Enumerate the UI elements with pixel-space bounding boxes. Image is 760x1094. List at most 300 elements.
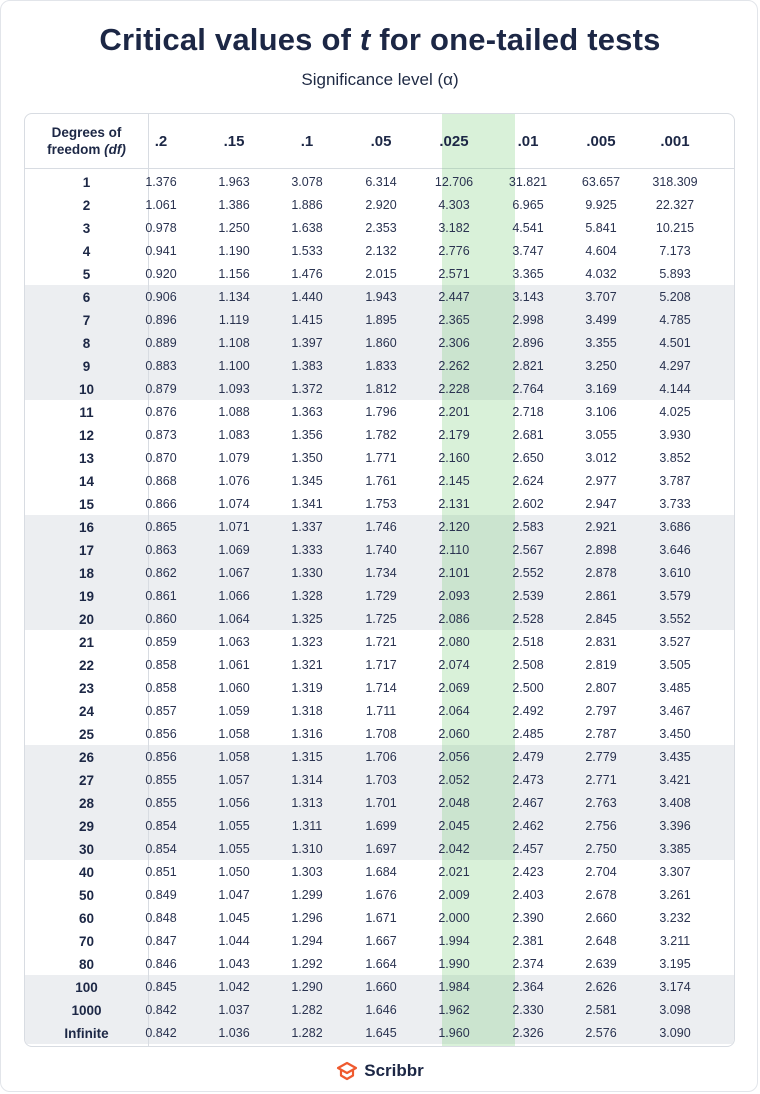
value-cell: 1.064 — [218, 612, 250, 626]
value-cell: 0.865 — [145, 520, 177, 534]
value-cell: 1.043 — [218, 957, 250, 971]
df-cell: 6 — [82, 290, 91, 305]
value-cell: 1.056 — [218, 796, 250, 810]
value-cell: 0.866 — [145, 497, 177, 511]
page-subtitle: Significance level (α) — [301, 70, 459, 89]
value-cell: 2.797 — [585, 704, 617, 718]
df-cell: 1 — [82, 175, 91, 190]
value-cell: 1.314 — [291, 773, 323, 787]
value-cell: 0.868 — [145, 474, 177, 488]
value-cell: 3.747 — [512, 244, 544, 258]
value-cell: 1.058 — [218, 750, 250, 764]
value-cell: 1.711 — [365, 704, 397, 718]
value-cell: 3.435 — [659, 750, 691, 764]
value-cell: 0.896 — [145, 313, 177, 327]
value-cell: 2.756 — [585, 819, 617, 833]
value-cell: 1.990 — [438, 957, 470, 971]
value-cell: 0.855 — [145, 796, 177, 810]
value-cell: 1.057 — [218, 773, 250, 787]
value-cell: 3.385 — [659, 842, 691, 856]
value-cell: 2.201 — [438, 405, 470, 419]
value-cell: 1.310 — [291, 842, 323, 856]
value-cell: 1.055 — [218, 842, 250, 856]
value-cell: 2.776 — [438, 244, 470, 258]
header-alpha: .01 — [517, 132, 539, 150]
value-cell: 1.325 — [291, 612, 323, 626]
value-cell: 1.093 — [218, 382, 250, 396]
value-cell: 2.704 — [585, 865, 617, 879]
value-cell: 2.718 — [512, 405, 544, 419]
value-cell: 2.179 — [438, 428, 470, 442]
value-cell: 2.624 — [512, 474, 544, 488]
value-cell: 2.403 — [512, 888, 544, 902]
table-row — [25, 930, 734, 953]
value-cell: 3.686 — [659, 520, 691, 534]
df-cell: 7 — [82, 313, 91, 328]
header-alpha: .1 — [300, 132, 314, 150]
value-cell: 1.330 — [291, 566, 323, 580]
value-cell: 1.050 — [218, 865, 250, 879]
value-cell: 2.086 — [438, 612, 470, 626]
df-cell: 14 — [78, 474, 95, 489]
table-row — [25, 401, 734, 424]
value-cell: 0.857 — [145, 704, 177, 718]
df-cell: 60 — [78, 911, 95, 926]
value-cell: 2.132 — [365, 244, 397, 258]
value-cell: 3.499 — [585, 313, 617, 327]
value-cell: 1.676 — [365, 888, 397, 902]
value-cell: 2.763 — [585, 796, 617, 810]
value-cell: 2.228 — [438, 382, 470, 396]
value-cell: 1.708 — [365, 727, 397, 741]
value-cell: 2.306 — [438, 336, 470, 350]
value-cell: 0.879 — [145, 382, 177, 396]
value-cell: 1.061 — [145, 198, 177, 212]
value-cell: 1.290 — [291, 980, 323, 994]
value-cell: 2.807 — [585, 681, 617, 695]
value-cell: 0.858 — [145, 658, 177, 672]
value-cell: 2.423 — [512, 865, 544, 879]
value-cell: 2.750 — [585, 842, 617, 856]
value-cell: 4.303 — [438, 198, 470, 212]
table-row — [25, 286, 734, 309]
value-cell: 2.571 — [438, 267, 470, 281]
value-cell: 0.856 — [145, 750, 177, 764]
value-cell: 3.408 — [659, 796, 691, 810]
value-cell: 4.144 — [659, 382, 691, 396]
value-cell: 1.076 — [218, 474, 250, 488]
df-cell: 16 — [78, 520, 95, 535]
table-row — [25, 539, 734, 562]
value-cell: 1.079 — [218, 451, 250, 465]
value-cell: 1.960 — [438, 1026, 470, 1040]
df-cell: 27 — [78, 773, 95, 788]
value-cell: 0.889 — [145, 336, 177, 350]
value-cell: 1.943 — [365, 290, 397, 304]
value-cell: 6.314 — [365, 175, 397, 189]
df-cell: 50 — [78, 888, 95, 903]
value-cell: 1.061 — [218, 658, 250, 672]
value-cell: 2.145 — [438, 474, 470, 488]
value-cell: 1.063 — [218, 635, 250, 649]
df-cell: 80 — [78, 957, 95, 972]
value-cell: 1.319 — [291, 681, 323, 695]
value-cell: 1.984 — [438, 980, 470, 994]
value-cell: 3.174 — [659, 980, 691, 994]
value-cell: 0.847 — [145, 934, 177, 948]
value-cell: 1.886 — [291, 198, 323, 212]
value-cell: 2.787 — [585, 727, 617, 741]
value-cell: 1.119 — [218, 313, 250, 327]
value-cell: 1.667 — [365, 934, 397, 948]
value-cell: 0.851 — [145, 865, 177, 879]
value-cell: 1.796 — [365, 405, 397, 419]
value-cell: 1.341 — [291, 497, 323, 511]
value-cell: 2.074 — [438, 658, 470, 672]
table-row — [25, 907, 734, 930]
value-cell: 0.978 — [145, 221, 177, 235]
value-cell: 2.500 — [512, 681, 544, 695]
df-cell: 17 — [78, 543, 95, 558]
value-cell: 2.462 — [512, 819, 544, 833]
value-cell: 2.330 — [512, 1003, 544, 1017]
value-cell: 2.552 — [512, 566, 544, 580]
value-cell: 2.998 — [512, 313, 544, 327]
table-row — [25, 470, 734, 493]
value-cell: 4.025 — [659, 405, 691, 419]
table-row — [25, 263, 734, 286]
value-cell: 3.396 — [659, 819, 691, 833]
value-cell: 2.120 — [438, 520, 470, 534]
value-cell: 1.734 — [365, 566, 397, 580]
table-row — [25, 516, 734, 539]
brand-logo — [0, 1058, 760, 1084]
value-cell: 1.753 — [365, 497, 397, 511]
value-cell: 0.906 — [145, 290, 177, 304]
value-cell: 0.848 — [145, 911, 177, 925]
value-cell: 1.684 — [365, 865, 397, 879]
value-cell: 4.604 — [585, 244, 617, 258]
value-cell: 3.250 — [585, 359, 617, 373]
value-cell: 0.846 — [145, 957, 177, 971]
df-cell: 23 — [78, 681, 95, 696]
value-cell: 3.787 — [659, 474, 691, 488]
table-row — [25, 654, 734, 677]
header-alpha: .15 — [223, 132, 245, 150]
df-cell: 12 — [78, 428, 95, 443]
value-cell: 2.045 — [438, 819, 470, 833]
value-cell: 1.397 — [291, 336, 323, 350]
value-cell: 1.108 — [218, 336, 250, 350]
table-row — [25, 332, 734, 355]
df-cell: 25 — [78, 727, 95, 742]
value-cell: 1.156 — [218, 267, 250, 281]
value-cell: 3.106 — [585, 405, 617, 419]
df-cell: 10 — [78, 382, 95, 397]
df-cell: 29 — [78, 819, 95, 834]
value-cell: 3.195 — [659, 957, 691, 971]
value-cell: 2.080 — [438, 635, 470, 649]
value-cell: 2.878 — [585, 566, 617, 580]
value-cell: 2.485 — [512, 727, 544, 741]
value-cell: 1.697 — [365, 842, 397, 856]
df-cell: 100 — [75, 980, 98, 995]
value-cell: 4.785 — [659, 313, 691, 327]
value-cell: 3.143 — [512, 290, 544, 304]
title-variable: t — [359, 22, 371, 57]
table-row — [25, 723, 734, 746]
value-cell: 0.876 — [145, 405, 177, 419]
table-row — [25, 447, 734, 470]
value-cell: 3.355 — [585, 336, 617, 350]
value-cell: 0.858 — [145, 681, 177, 695]
value-cell: 5.893 — [659, 267, 691, 281]
value-cell: 1.717 — [365, 658, 397, 672]
value-cell: 2.160 — [438, 451, 470, 465]
header-alpha: .005 — [586, 132, 616, 150]
value-cell: 1.363 — [291, 405, 323, 419]
value-cell: 2.009 — [438, 888, 470, 902]
table-row — [25, 1022, 734, 1045]
value-cell: 4.541 — [512, 221, 544, 235]
value-cell: 9.925 — [585, 198, 617, 212]
value-cell: 63.657 — [581, 175, 621, 189]
table-row — [25, 953, 734, 976]
value-cell: 3.527 — [659, 635, 691, 649]
value-cell: 0.859 — [145, 635, 177, 649]
value-cell: 2.021 — [438, 865, 470, 879]
value-cell: 2.101 — [438, 566, 470, 580]
value-cell: 1.316 — [291, 727, 323, 741]
value-cell: 1.701 — [365, 796, 397, 810]
value-cell: 3.307 — [659, 865, 691, 879]
value-cell: 2.947 — [585, 497, 617, 511]
value-cell: 2.779 — [585, 750, 617, 764]
df-cell: 40 — [78, 865, 95, 880]
value-cell: 3.421 — [659, 773, 691, 787]
value-cell: 10.215 — [655, 221, 695, 235]
df-cell: 28 — [78, 796, 95, 811]
value-cell: 1.321 — [291, 658, 323, 672]
value-cell: 2.364 — [512, 980, 544, 994]
value-cell: 1.833 — [365, 359, 397, 373]
table-row — [25, 631, 734, 654]
value-cell: 1.782 — [365, 428, 397, 442]
scribbr-logo-icon — [336, 1060, 358, 1082]
value-cell: 1.036 — [218, 1026, 250, 1040]
value-cell: 1.761 — [365, 474, 397, 488]
value-cell: 2.898 — [585, 543, 617, 557]
value-cell: 1.299 — [291, 888, 323, 902]
value-cell: 1.383 — [291, 359, 323, 373]
value-cell: 1.134 — [218, 290, 250, 304]
value-cell: 1.058 — [218, 727, 250, 741]
value-cell: 2.000 — [438, 911, 470, 925]
value-cell: 2.131 — [438, 497, 470, 511]
value-cell: 2.353 — [365, 221, 397, 235]
df-cell: 2 — [82, 198, 91, 213]
value-cell: 2.069 — [438, 681, 470, 695]
value-cell: 1.533 — [291, 244, 323, 258]
value-cell: 2.583 — [512, 520, 544, 534]
value-cell: 2.048 — [438, 796, 470, 810]
table-row — [25, 815, 734, 838]
value-cell: 2.764 — [512, 382, 544, 396]
value-cell: 2.977 — [585, 474, 617, 488]
value-cell: 1.415 — [291, 313, 323, 327]
value-cell: 2.110 — [438, 543, 470, 557]
df-cell: 15 — [78, 497, 95, 512]
value-cell: 3.169 — [585, 382, 617, 396]
value-cell: 1.100 — [218, 359, 250, 373]
value-cell: 1.812 — [365, 382, 397, 396]
value-cell: 2.681 — [512, 428, 544, 442]
value-cell: 1.721 — [365, 635, 397, 649]
value-cell: 0.842 — [145, 1003, 177, 1017]
value-cell: 3.261 — [659, 888, 691, 902]
value-cell: 2.056 — [438, 750, 470, 764]
value-cell: 3.098 — [659, 1003, 691, 1017]
value-cell: 2.678 — [585, 888, 617, 902]
value-cell: 2.819 — [585, 658, 617, 672]
value-cell: 1.060 — [218, 681, 250, 695]
value-cell: 0.849 — [145, 888, 177, 902]
table-row — [25, 861, 734, 884]
value-cell: 1.963 — [218, 175, 250, 189]
value-cell: 1.315 — [291, 750, 323, 764]
df-cell: 11 — [79, 405, 94, 420]
value-cell: 1.318 — [291, 704, 323, 718]
value-cell: 1.746 — [365, 520, 397, 534]
value-cell: 1.071 — [218, 520, 250, 534]
value-cell: 2.042 — [438, 842, 470, 856]
value-cell: 1.962 — [438, 1003, 470, 1017]
value-cell: 4.032 — [585, 267, 617, 281]
value-cell: 1.345 — [291, 474, 323, 488]
value-cell: 0.842 — [145, 1026, 177, 1040]
value-cell: 2.390 — [512, 911, 544, 925]
value-cell: 0.941 — [145, 244, 177, 258]
value-cell: 1.044 — [218, 934, 250, 948]
value-cell: 1.714 — [365, 681, 397, 695]
value-cell: 2.457 — [512, 842, 544, 856]
value-cell: 2.381 — [512, 934, 544, 948]
df-cell: 8 — [82, 336, 91, 351]
df-cell: 20 — [78, 612, 95, 627]
table-row — [25, 309, 734, 332]
value-cell: 2.447 — [438, 290, 470, 304]
value-cell: 0.854 — [145, 842, 177, 856]
table-row — [25, 171, 734, 194]
value-cell: 2.660 — [585, 911, 617, 925]
value-cell: 3.467 — [659, 704, 691, 718]
critical-values-table — [24, 113, 735, 1047]
value-cell: 2.528 — [512, 612, 544, 626]
value-cell: 1.994 — [438, 934, 470, 948]
value-cell: 2.326 — [512, 1026, 544, 1040]
value-cell: 3.365 — [512, 267, 544, 281]
header-divider — [25, 168, 734, 169]
value-cell: 1.372 — [291, 382, 323, 396]
value-cell: 2.771 — [585, 773, 617, 787]
df-cell: 3 — [82, 221, 91, 236]
value-cell: 1.725 — [365, 612, 397, 626]
value-cell: 1.440 — [291, 290, 323, 304]
value-cell: 3.211 — [659, 934, 691, 948]
value-cell: 0.883 — [145, 359, 177, 373]
df-cell: 18 — [78, 566, 95, 581]
value-cell: 1.333 — [291, 543, 323, 557]
value-cell: 1.328 — [291, 589, 323, 603]
value-cell: 1.037 — [218, 1003, 250, 1017]
value-cell: 2.831 — [585, 635, 617, 649]
table-row — [25, 217, 734, 240]
value-cell: 2.639 — [585, 957, 617, 971]
table-row — [25, 493, 734, 516]
value-cell: 3.012 — [585, 451, 617, 465]
page-title: Critical values of t for one-tailed tests — [99, 22, 661, 57]
value-cell: 1.042 — [218, 980, 250, 994]
value-cell: 1.350 — [291, 451, 323, 465]
value-cell: 2.365 — [438, 313, 470, 327]
value-cell: 3.852 — [659, 451, 691, 465]
table-row — [25, 585, 734, 608]
value-cell: 2.093 — [438, 589, 470, 603]
value-cell: 12.706 — [434, 175, 474, 189]
value-cell: 2.064 — [438, 704, 470, 718]
df-cell: 30 — [78, 842, 95, 857]
table-row — [25, 424, 734, 447]
value-cell: 1.190 — [218, 244, 250, 258]
value-cell: 0.870 — [145, 451, 177, 465]
table-row — [25, 355, 734, 378]
value-cell: 1.337 — [291, 520, 323, 534]
table-row — [25, 976, 734, 999]
value-cell: 3.579 — [659, 589, 691, 603]
df-cell: 24 — [78, 704, 95, 719]
value-cell: 1.083 — [218, 428, 250, 442]
value-cell: 3.733 — [659, 497, 691, 511]
value-cell: 1.074 — [218, 497, 250, 511]
value-cell: 5.208 — [659, 290, 691, 304]
df-cell: 4 — [82, 244, 91, 259]
value-cell: 1.059 — [218, 704, 250, 718]
value-cell: 0.861 — [145, 589, 177, 603]
value-cell: 5.841 — [585, 221, 617, 235]
table-row — [25, 792, 734, 815]
value-cell: 3.610 — [659, 566, 691, 580]
value-cell: 2.508 — [512, 658, 544, 672]
value-cell: 2.518 — [512, 635, 544, 649]
value-cell: 3.930 — [659, 428, 691, 442]
value-cell: 3.552 — [659, 612, 691, 626]
value-cell: 2.473 — [512, 773, 544, 787]
header-alpha: .05 — [370, 132, 392, 150]
value-cell: 1.771 — [365, 451, 397, 465]
value-cell: 0.855 — [145, 773, 177, 787]
table-row — [25, 562, 734, 585]
value-cell: 1.740 — [365, 543, 397, 557]
df-cell: 22 — [78, 658, 95, 673]
value-cell: 1.294 — [291, 934, 323, 948]
table-row — [25, 884, 734, 907]
table-row — [25, 378, 734, 401]
table-row — [25, 769, 734, 792]
value-cell: 1.860 — [365, 336, 397, 350]
value-cell: 1.250 — [218, 221, 250, 235]
value-cell: 1.303 — [291, 865, 323, 879]
df-cell: 26 — [78, 750, 95, 765]
